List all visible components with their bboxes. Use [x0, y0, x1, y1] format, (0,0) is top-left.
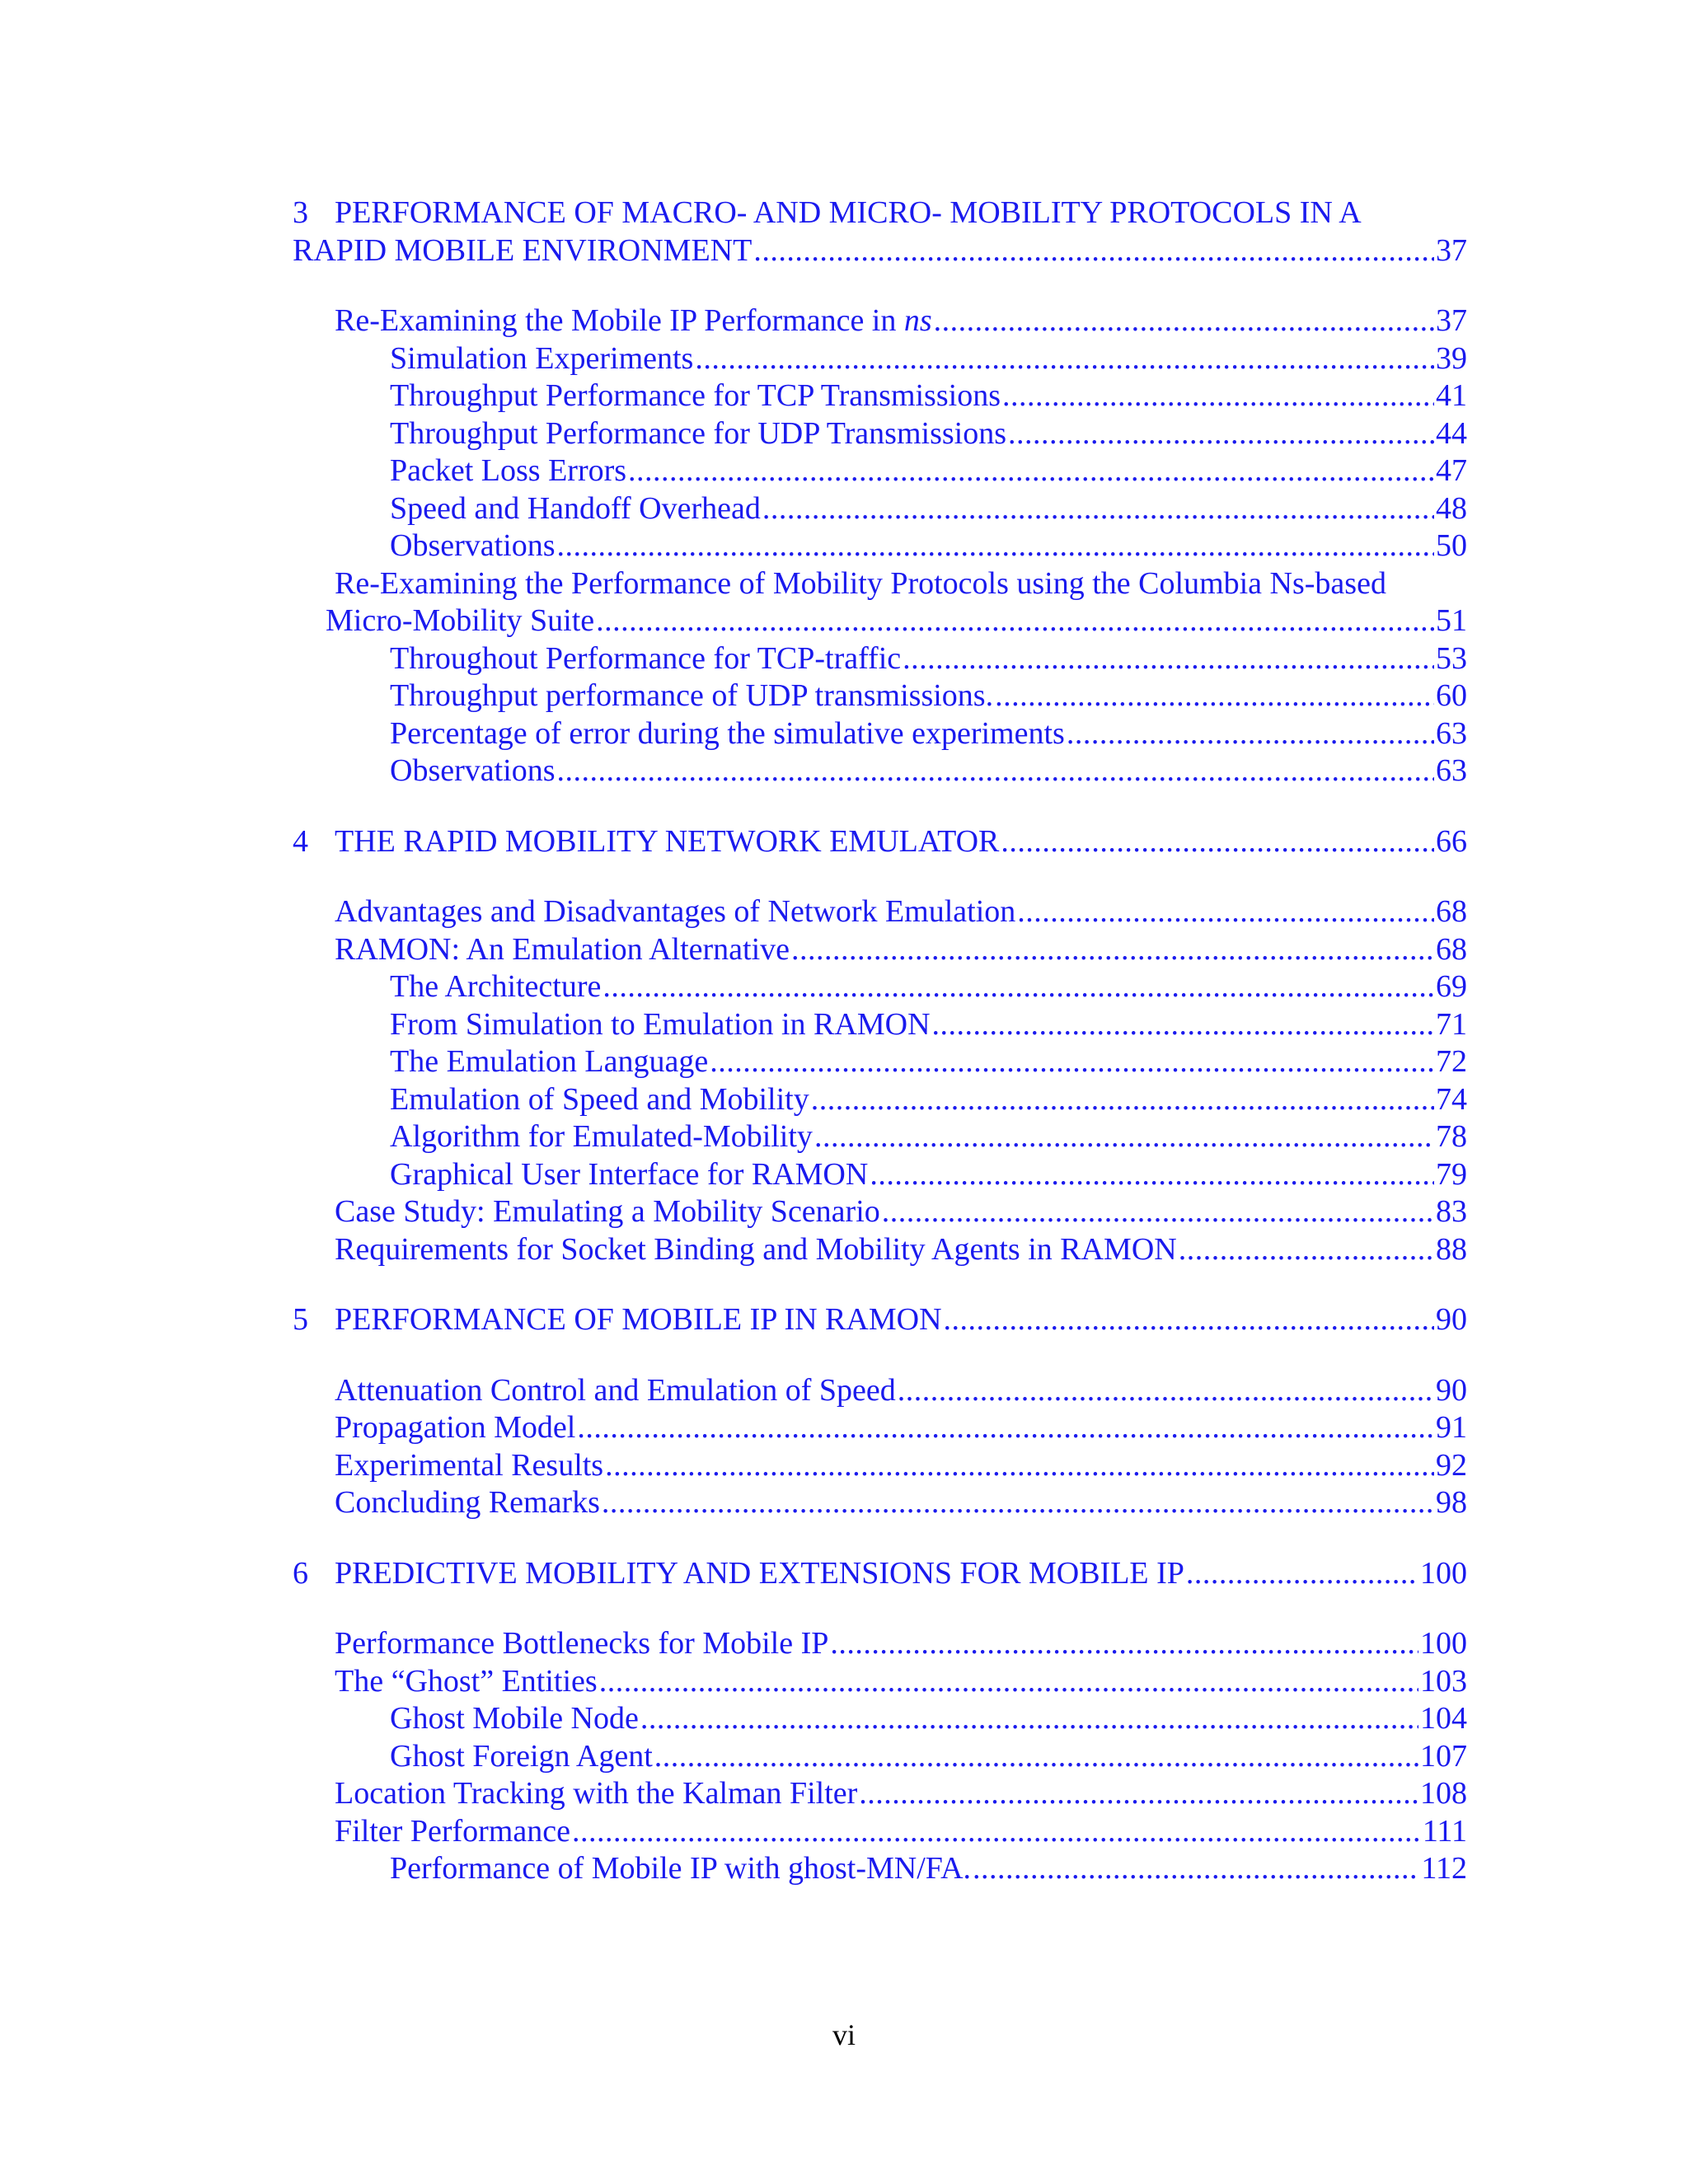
page-ref: 112: [1421, 1851, 1467, 1886]
chapter-title-cont: RAPID MOBILE ENVIRONMENT: [293, 232, 753, 268]
toc-entry[interactable]: [293, 602, 1467, 640]
toc-entry[interactable]: [293, 1625, 1467, 1663]
dot-leader: [830, 1625, 1418, 1663]
entry-title: Throughput performance of UDP transmissions.: [390, 678, 994, 713]
entry-title: Percentage of error during the simulative experiments: [390, 715, 1065, 751]
entry-title: Concluding Remarks: [335, 1485, 600, 1520]
toc-entry[interactable]: [293, 1156, 1467, 1194]
dot-leader: [1001, 823, 1434, 861]
dot-leader: [572, 1813, 1421, 1851]
toc-entry[interactable]: [293, 1775, 1467, 1813]
dot-leader: [1186, 1555, 1418, 1593]
chapter-title: PERFORMANCE OF MOBILE IP IN RAMON: [335, 1302, 942, 1337]
entry-title: Filter Performance: [335, 1813, 570, 1849]
page-ref: 37: [1436, 232, 1467, 268]
toc-entry[interactable]: [293, 1193, 1467, 1231]
entry-title: Location Tracking with the Kalman Filter: [335, 1776, 858, 1811]
chapter-number: 4: [293, 823, 308, 859]
dot-leader: [710, 1043, 1434, 1081]
page-number: vi: [832, 2018, 856, 2051]
dot-leader: [932, 1006, 1434, 1044]
page-ref: 103: [1420, 1663, 1467, 1699]
entry-title: The Emulation Language: [390, 1044, 709, 1079]
entry-title: The “Ghost” Entities: [335, 1663, 598, 1699]
toc-chapter-4[interactable]: [293, 823, 1467, 861]
toc-entry-line1[interactable]: [293, 565, 1467, 603]
page-ref: 108: [1420, 1776, 1467, 1811]
page-ref: 90: [1436, 1302, 1467, 1337]
dot-leader: [870, 1156, 1434, 1194]
page-ref: 78: [1436, 1119, 1467, 1154]
dot-leader: [640, 1700, 1418, 1738]
toc-entry[interactable]: [293, 490, 1467, 528]
page-ref: 47: [1436, 453, 1467, 488]
toc-entry[interactable]: [293, 1813, 1467, 1851]
entry-title: Advantages and Disadvantages of Network Emulation: [335, 894, 1016, 929]
toc-entry[interactable]: [293, 968, 1467, 1006]
entry-title: Attenuation Control and Emulation of Speed: [335, 1372, 896, 1408]
entry-title: Propagation Model: [335, 1410, 576, 1445]
chapter-number: 6: [293, 1555, 308, 1591]
page-ref: 100: [1420, 1626, 1467, 1661]
page-ref: 41: [1436, 378, 1467, 413]
page-ref: 107: [1420, 1738, 1467, 1774]
toc-entry[interactable]: [293, 1006, 1467, 1044]
entry-title: Re-Examining the Performance of Mobility Protocols using the Columbia Ns-based: [335, 565, 1386, 601]
entry-title: RAMON: An Emulation Alternative: [335, 931, 790, 967]
page-ref: 90: [1436, 1372, 1467, 1408]
entry-title: Case Study: Emulating a Mobility Scenario: [335, 1194, 880, 1229]
page-ref: 53: [1436, 640, 1467, 676]
page-ref: 69: [1436, 969, 1467, 1004]
entry-title: Emulation of Speed and Mobility: [390, 1081, 809, 1117]
toc-entry[interactable]: [293, 715, 1467, 753]
dot-leader: [602, 1484, 1434, 1522]
dot-leader: [973, 1850, 1419, 1888]
toc-entry[interactable]: [293, 1738, 1467, 1776]
entry-title: Performance of Mobile IP with ghost-MN/FA.: [390, 1851, 972, 1886]
dot-leader: [577, 1409, 1434, 1447]
toc-entry[interactable]: [293, 1409, 1467, 1447]
dot-leader: [995, 677, 1434, 715]
page-ref: 66: [1436, 823, 1467, 859]
entry-title: Algorithm for Emulated-Mobility: [390, 1119, 813, 1154]
chapter-number: 3: [293, 195, 308, 230]
page-ref: 72: [1436, 1044, 1467, 1079]
entry-title-cont: Micro-Mobility Suite: [326, 603, 595, 638]
dot-leader: [903, 640, 1434, 678]
page-ref: 98: [1436, 1485, 1467, 1520]
entry-title: Simulation Experiments: [390, 340, 694, 376]
toc-entry[interactable]: [293, 1850, 1467, 1888]
dot-leader: [753, 232, 1434, 270]
toc-entry[interactable]: [293, 377, 1467, 415]
page-ref: 63: [1436, 715, 1467, 751]
entry-title: Ghost Mobile Node: [390, 1701, 639, 1736]
page-ref: 68: [1436, 894, 1467, 929]
dot-leader: [1017, 893, 1434, 931]
dot-leader: [596, 602, 1434, 640]
page-ref: 74: [1436, 1081, 1467, 1117]
toc-entry[interactable]: [293, 1081, 1467, 1119]
dot-leader: [695, 340, 1434, 378]
toc-entry[interactable]: [293, 1663, 1467, 1701]
toc-entry[interactable]: [293, 340, 1467, 378]
entry-title: Performance Bottlenecks for Mobile IP: [335, 1626, 829, 1661]
entry-title: Re-Examining the Mobile IP Performance in ns: [335, 303, 932, 338]
toc-entry[interactable]: [293, 527, 1467, 565]
page-ref: 104: [1420, 1701, 1467, 1736]
entry-title: Requirements for Socket Binding and Mobility Agents in RAMON: [335, 1231, 1177, 1267]
dot-leader: [762, 490, 1434, 528]
toc-entry[interactable]: [293, 452, 1467, 490]
toc-entry[interactable]: [293, 640, 1467, 678]
toc-entry[interactable]: [293, 1447, 1467, 1485]
dot-leader: [557, 527, 1434, 565]
dot-leader: [944, 1301, 1434, 1339]
dot-leader: [1067, 715, 1434, 753]
dot-leader: [814, 1118, 1434, 1156]
dot-leader: [557, 752, 1434, 790]
entry-title: Throughout Performance for TCP-traffic: [390, 640, 902, 676]
page-ref: 68: [1436, 931, 1467, 967]
toc-chapter-5[interactable]: [293, 1301, 1467, 1339]
toc-entry[interactable]: [293, 1700, 1467, 1738]
page-ref: 71: [1436, 1006, 1467, 1042]
chapter-title: PERFORMANCE OF MACRO- AND MICRO- MOBILITY PROTOCOLS IN A: [335, 195, 1362, 230]
page-ref: 88: [1436, 1231, 1467, 1267]
page-ref: 60: [1436, 678, 1467, 713]
page-ref: 79: [1436, 1156, 1467, 1192]
chapter-title: PREDICTIVE MOBILITY AND EXTENSIONS FOR MOBILE IP: [335, 1555, 1184, 1591]
toc-entry[interactable]: [293, 1043, 1467, 1081]
entry-title: From Simulation to Emulation in RAMON: [390, 1006, 931, 1042]
page-ref: 111: [1422, 1813, 1467, 1849]
entry-title: Observations: [390, 528, 556, 563]
page-ref: 48: [1436, 490, 1467, 526]
dot-leader: [603, 968, 1434, 1006]
dot-leader: [811, 1081, 1434, 1119]
dot-leader: [791, 931, 1434, 969]
entry-title: The Architecture: [390, 969, 602, 1004]
table-of-contents: [293, 194, 1467, 1888]
toc-entry[interactable]: [293, 677, 1467, 715]
page-ref: 37: [1436, 303, 1467, 338]
dot-leader: [934, 302, 1434, 340]
dot-leader: [1179, 1231, 1434, 1269]
entry-title: Graphical User Interface for RAMON: [390, 1156, 869, 1192]
page-ref: 91: [1436, 1410, 1467, 1445]
page-ref: 63: [1436, 753, 1467, 788]
entry-title: Speed and Handoff Overhead: [390, 490, 761, 526]
toc-entry[interactable]: [293, 1231, 1467, 1269]
dot-leader: [654, 1738, 1418, 1776]
dot-leader: [599, 1663, 1418, 1701]
entry-title: Throughput Performance for UDP Transmissions: [390, 415, 1006, 451]
toc-entry[interactable]: [293, 1118, 1467, 1156]
page-ref: 51: [1436, 603, 1467, 638]
toc-entry[interactable]: [293, 415, 1467, 453]
toc-entry[interactable]: [293, 752, 1467, 790]
entry-title: Observations: [390, 753, 556, 788]
dot-leader: [628, 452, 1434, 490]
page-ref: 44: [1436, 415, 1467, 451]
page-ref: 92: [1436, 1447, 1467, 1483]
toc-entry[interactable]: [293, 1484, 1467, 1522]
toc-entry[interactable]: [293, 893, 1467, 931]
toc-chapter-3[interactable]: [293, 232, 1467, 270]
page-ref: 100: [1420, 1555, 1467, 1591]
entry-title: Ghost Foreign Agent: [390, 1738, 653, 1774]
dot-leader: [1002, 377, 1434, 415]
page-ref: 39: [1436, 340, 1467, 376]
chapter-title: THE RAPID MOBILITY NETWORK EMULATOR: [335, 823, 1000, 859]
entry-title: Throughput Performance for TCP Transmissions: [390, 378, 1001, 413]
toc-entry[interactable]: [293, 302, 1467, 340]
toc-entry[interactable]: [293, 1372, 1467, 1410]
toc-entry[interactable]: [293, 931, 1467, 969]
toc-chapter-6[interactable]: [293, 1555, 1467, 1593]
dot-leader: [882, 1193, 1434, 1231]
toc-chapter-3-line1[interactable]: [293, 194, 1467, 232]
page-ref: 83: [1436, 1194, 1467, 1229]
chapter-number: 5: [293, 1302, 308, 1337]
entry-title: Packet Loss Errors: [390, 453, 627, 488]
page-ref: 50: [1436, 528, 1467, 563]
entry-title: Experimental Results: [335, 1447, 604, 1483]
dot-leader: [898, 1372, 1434, 1410]
dot-leader: [859, 1775, 1418, 1813]
dot-leader: [605, 1447, 1434, 1485]
dot-leader: [1008, 415, 1434, 453]
